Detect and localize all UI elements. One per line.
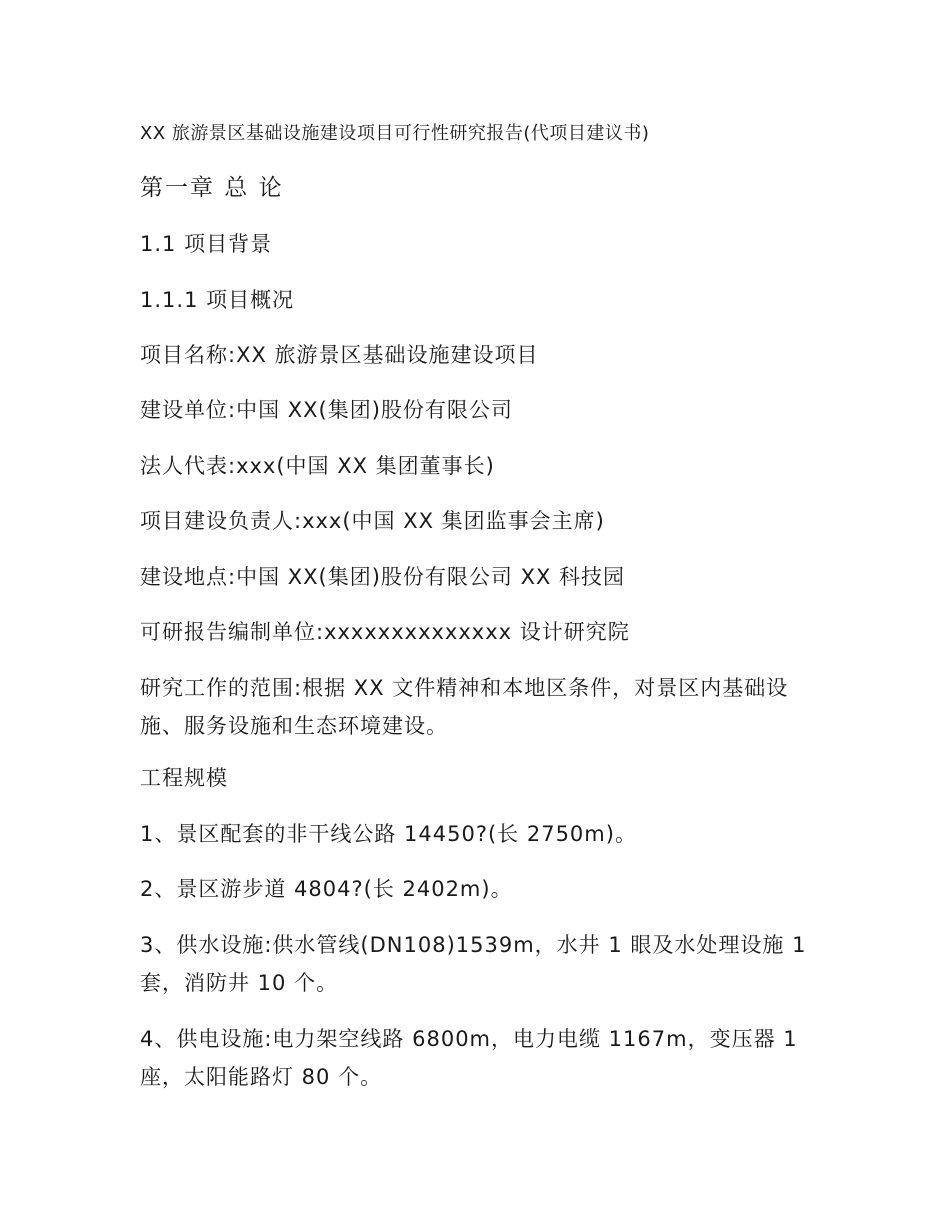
location-line: 建设地点:中国 XX(集团)股份有限公司 XX 科技园 [140,565,626,589]
document-title: XX 旅游景区基础设施建设项目可行性研究报告(代项目建议书) [140,123,650,144]
construction-unit-line: 建设单位:中国 XX(集团)股份有限公司 [140,398,513,422]
scale-heading: 工程规模 [140,766,228,790]
scope-paragraph: 研究工作的范围:根据 XX 文件精神和本地区条件，对景区内基础设施、服务设施和生态环境建设。 [140,676,789,738]
chapter-heading: 第一章 总 论 [140,175,284,201]
legal-representative-line: 法人代表:xxx(中国 XX 集团董事长) [140,454,495,478]
project-name-line: 项目名称:XX 旅游景区基础设施建设项目 [140,343,539,367]
section-heading: 1.1 项目背景 [140,232,273,256]
project-lead-line: 项目建设负责人:xxx(中国 XX 集团监事会主席) [140,509,605,533]
report-unit-line: 可研报告编制单位:xxxxxxxxxxxxxx 设计研究院 [140,620,630,644]
list-item: 2、景区游步道 4804?(长 2402m)。 [140,877,513,901]
list-item: 1、景区配套的非干线公路 14450?(长 2750m)。 [140,822,637,846]
list-item: 4、供电设施:电力架空线路 6800m，电力电缆 1167m，变压器 1 座，太阳能路灯 80 个。 [140,1027,798,1089]
subsection-heading: 1.1.1 项目概况 [140,288,295,312]
list-item: 3、供水设施:供水管线(DN108)1539m，水井 1 眼及水处理设施 1 套，消防井 10 个。 [140,933,807,995]
